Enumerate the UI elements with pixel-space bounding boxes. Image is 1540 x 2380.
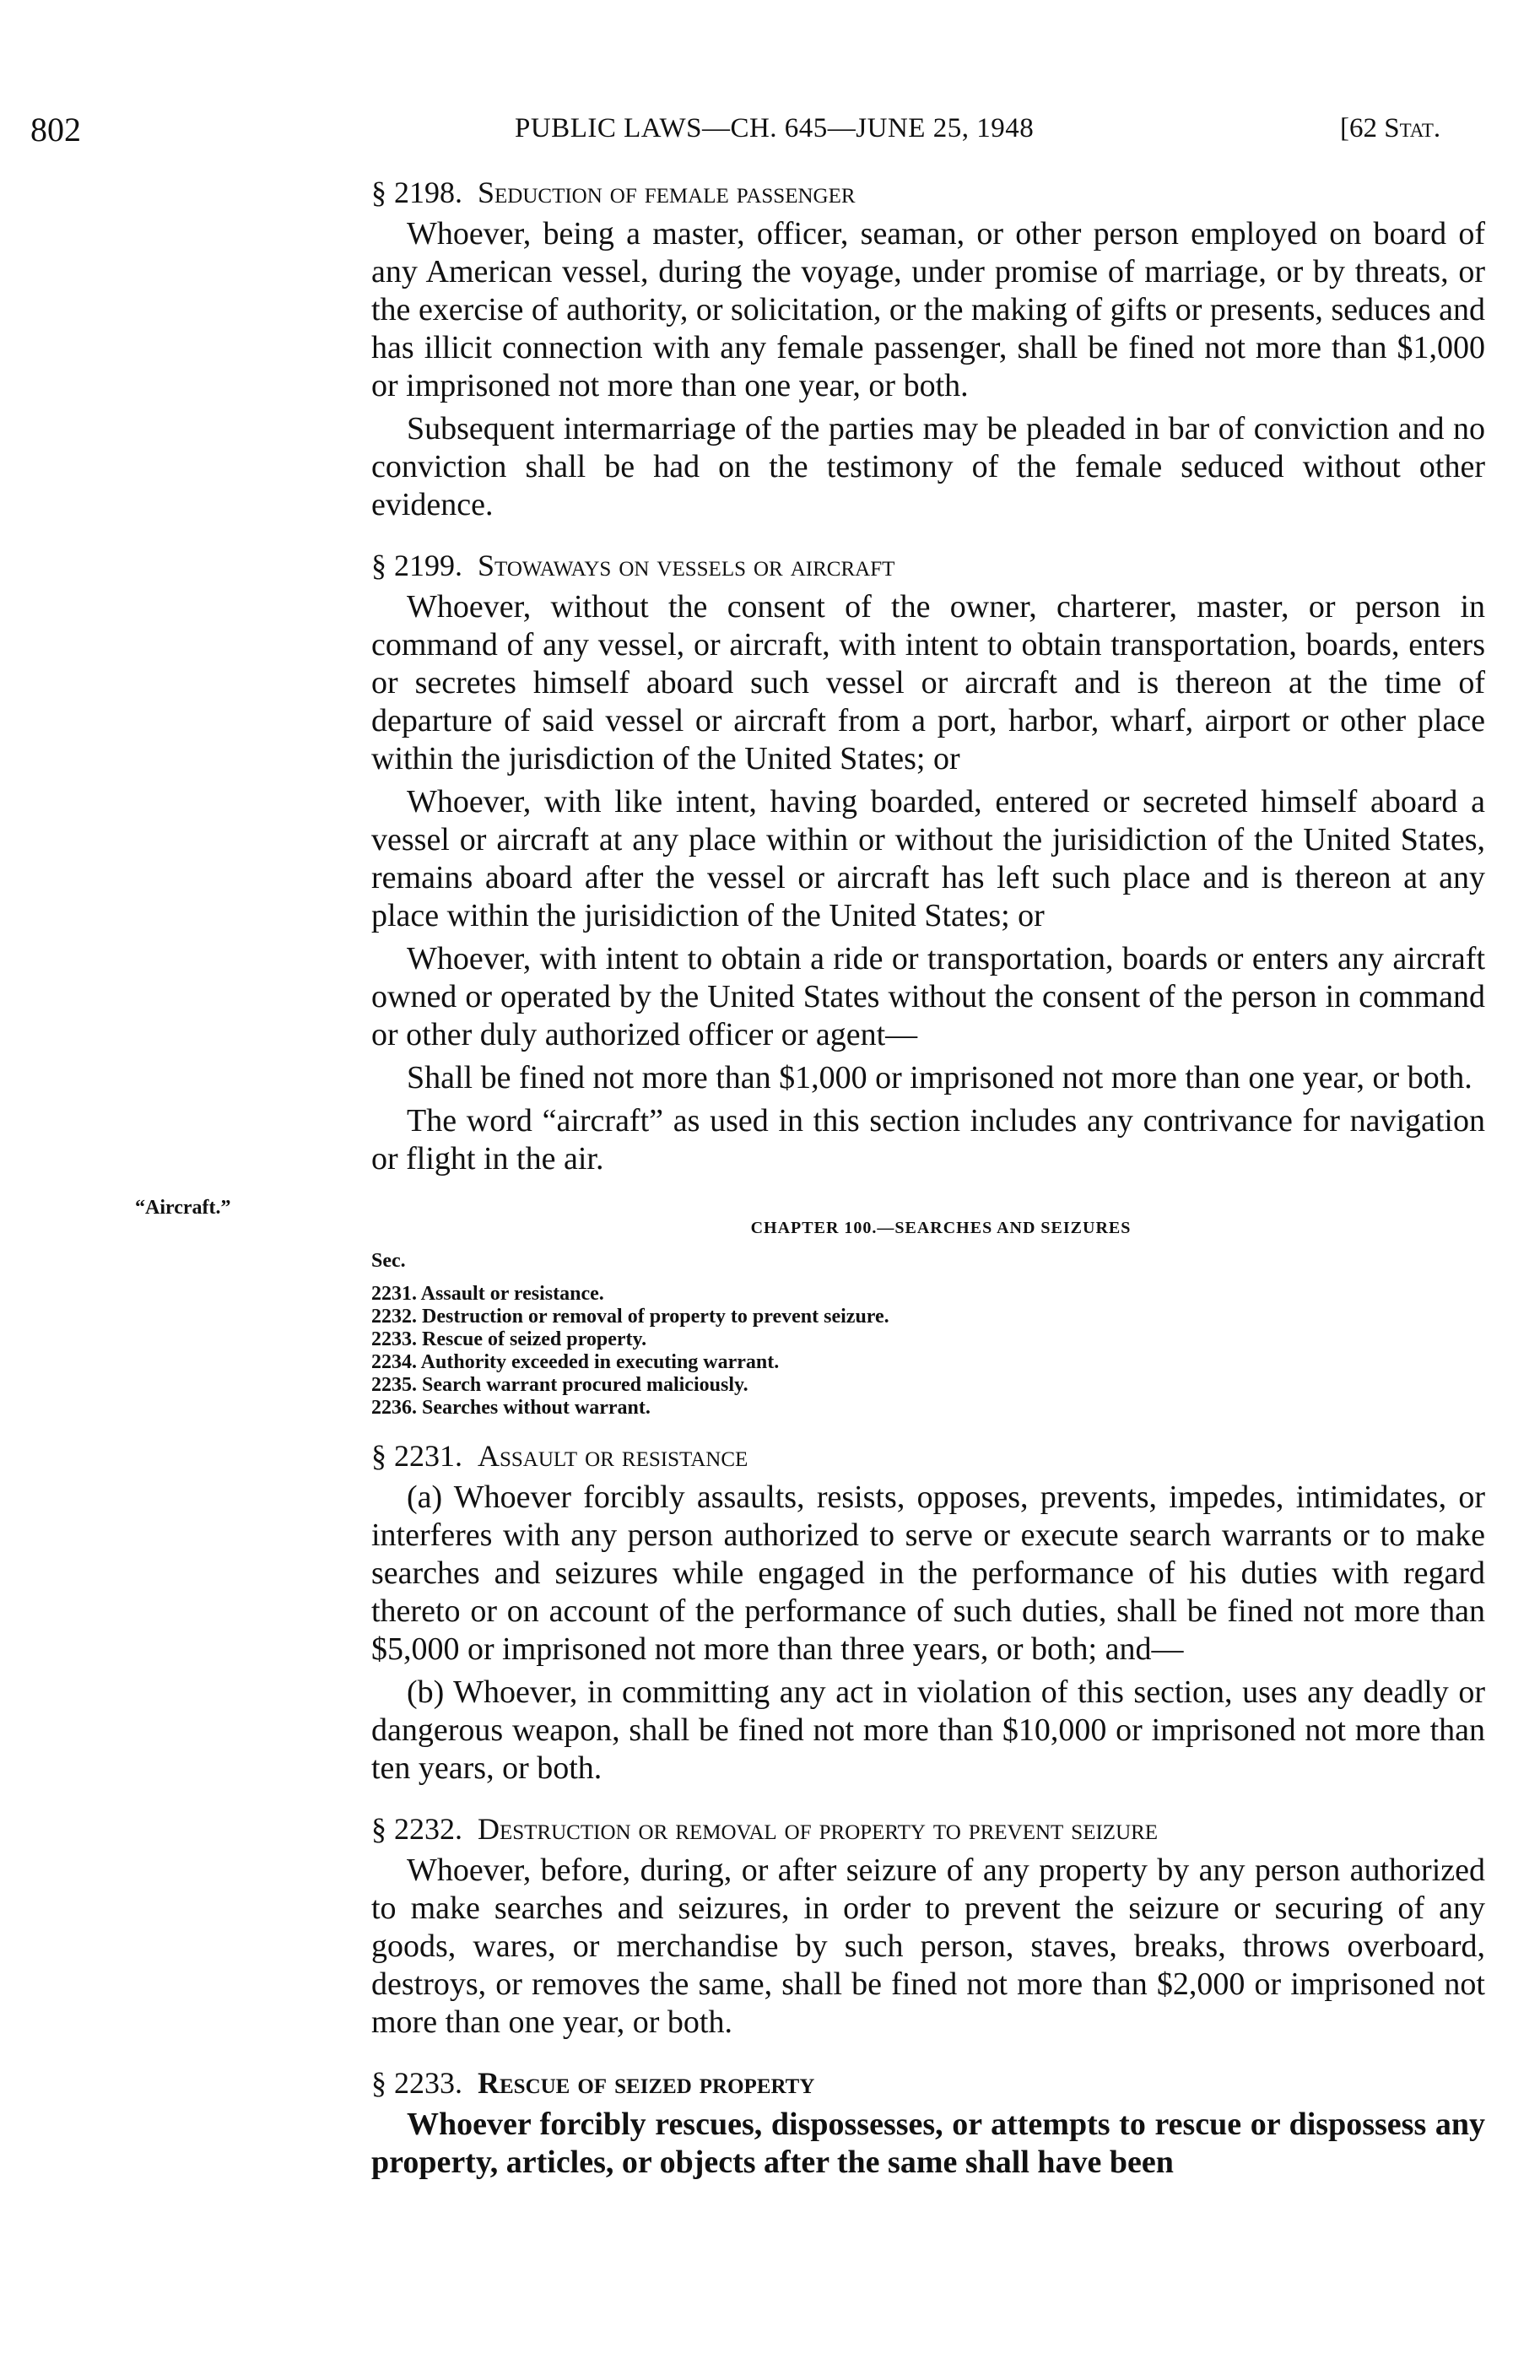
toc-item: 2232. Destruction or removal of property to prevent seizure. [371,1306,889,1328]
toc-item: 2234. Authority exceeded in executing warrant. [371,1351,780,1373]
section-title: Seduction of female passenger [478,176,856,209]
section-heading [371,1809,1485,1848]
section-title: Rescue of seized property [478,2066,815,2100]
paragraph: The word “aircraft” as used in this section includes any contrivance for navigation or flight in the air. [371,1103,1485,1176]
section-2232 [371,1809,1485,2042]
chapter-title: CHAPTER 100.—SEARCHES AND SEIZURES [750,1219,1132,1237]
paragraph: Whoever, before, during, or after seizure of any property by any person authorized to make searches and seizures, in order to prevent the seizure or securing of any goods, wares, or merchandise by such person, staves, breaks, throws overboard, destroys, or removes the same, shall be fined not more than $2,000 or imprisoned not more than one year, or both. [371,1853,1485,2040]
section-number: § 2233. [371,2066,462,2100]
chapter-100 [371,1219,1485,1420]
section-number: § 2199. [371,549,462,582]
margin-note-aircraft: “Aircraft.” [135,1197,231,1219]
page-number: 802 [30,111,81,149]
paragraph: Subsequent intermarriage of the parties may be pleaded in bar of conviction and no conviction shall be had on the testimony of the female seduced without other evidence. [371,411,1485,522]
section-number: § 2232. [371,1812,462,1846]
section-heading [371,546,1485,585]
paragraph: (a) Whoever forcibly assaults, resists, opposes, prevents, impedes, intimidates, or interferes with any person authorized to serve or execute search warrants or to make searches and seizures while engaged in the performance of his duties with regard thereto or on account of the performance of such duties, shall be fined not more than $5,000 or imprisoned not more than three years, or both; and— [371,1479,1485,1667]
section-title: Assault or resistance [478,1439,748,1473]
section-heading [371,2064,1485,2102]
paragraph: Whoever, being a master, officer, seaman, or other person employed on board of any American vessel, during the voyage, under promise of marriage, or by threats, or the exercise of authority, or solicitation, or the making of gifts or presents, seduces and has illicit connection with any female passenger, shall be fined not more than $1,000 or imprisoned not more than one year, or both. [371,216,1485,403]
section-2199 [371,546,1485,1178]
page-header [0,110,1540,152]
section-2231 [371,1436,1485,1788]
page-body [371,173,1485,2187]
toc-sec-label: Sec. [371,1250,406,1272]
paragraph: Whoever forcibly rescues, dispossesses, or attempts to rescue or dispossess any property, articles, or objects after the same shall have been [371,2107,1485,2180]
section-title: Destruction or removal of property to prevent seizure [478,1812,1159,1846]
section-2198 [371,173,1485,524]
stat-reference: [62 Stat. [1340,113,1441,143]
section-title: Stowaways on vessels or aircraft [478,549,895,582]
toc-item: 2236. Searches without warrant. [371,1397,651,1419]
running-head: PUBLIC LAWS—CH. 645—JUNE 25, 1948 [515,113,1035,143]
toc-item: 2233. Rescue of seized property. [371,1328,647,1350]
chapter-toc [371,1250,1485,1420]
toc-item: 2235. Search warrant procured maliciously. [371,1374,748,1396]
section-heading [371,1436,1485,1475]
section-heading [371,173,1485,212]
toc-item: 2231. Assault or resistance. [371,1283,604,1305]
section-number: § 2198. [371,176,462,209]
paragraph: Shall be fined not more than $1,000 or imprisoned not more than one year, or both. [407,1060,1472,1095]
paragraph: (b) Whoever, in committing any act in violation of this section, uses any deadly or dangerous weapon, shall be fined not more than $10,000 or imprisoned not more than ten years, or both. [371,1674,1485,1786]
section-2233 [371,2064,1485,2182]
paragraph: Whoever, with intent to obtain a ride or transportation, boards or enters any aircraft owned or operated by the United States without the consent of the person in command or other duly authorized officer or agent— [371,941,1485,1052]
paragraph: Whoever, without the consent of the owner, charterer, master, or person in command of any vessel, or aircraft, with intent to obtain transportation, boards, enters or secretes himself aboard such vessel or aircraft and is thereon at the time of departure of said vessel or aircraft from a port, harbor, wharf, airport or other place within the jurisdiction of the United States; or [371,589,1485,776]
paragraph: Whoever, with like intent, having boarded, entered or secreted himself aboard a vessel or aircraft at any place within or without the jurisidiction of the United States, remains aboard after the vessel or aircraft has left such place and is thereon at any place within the jurisidiction of the United States; or [371,784,1485,933]
section-number: § 2231. [371,1439,462,1473]
